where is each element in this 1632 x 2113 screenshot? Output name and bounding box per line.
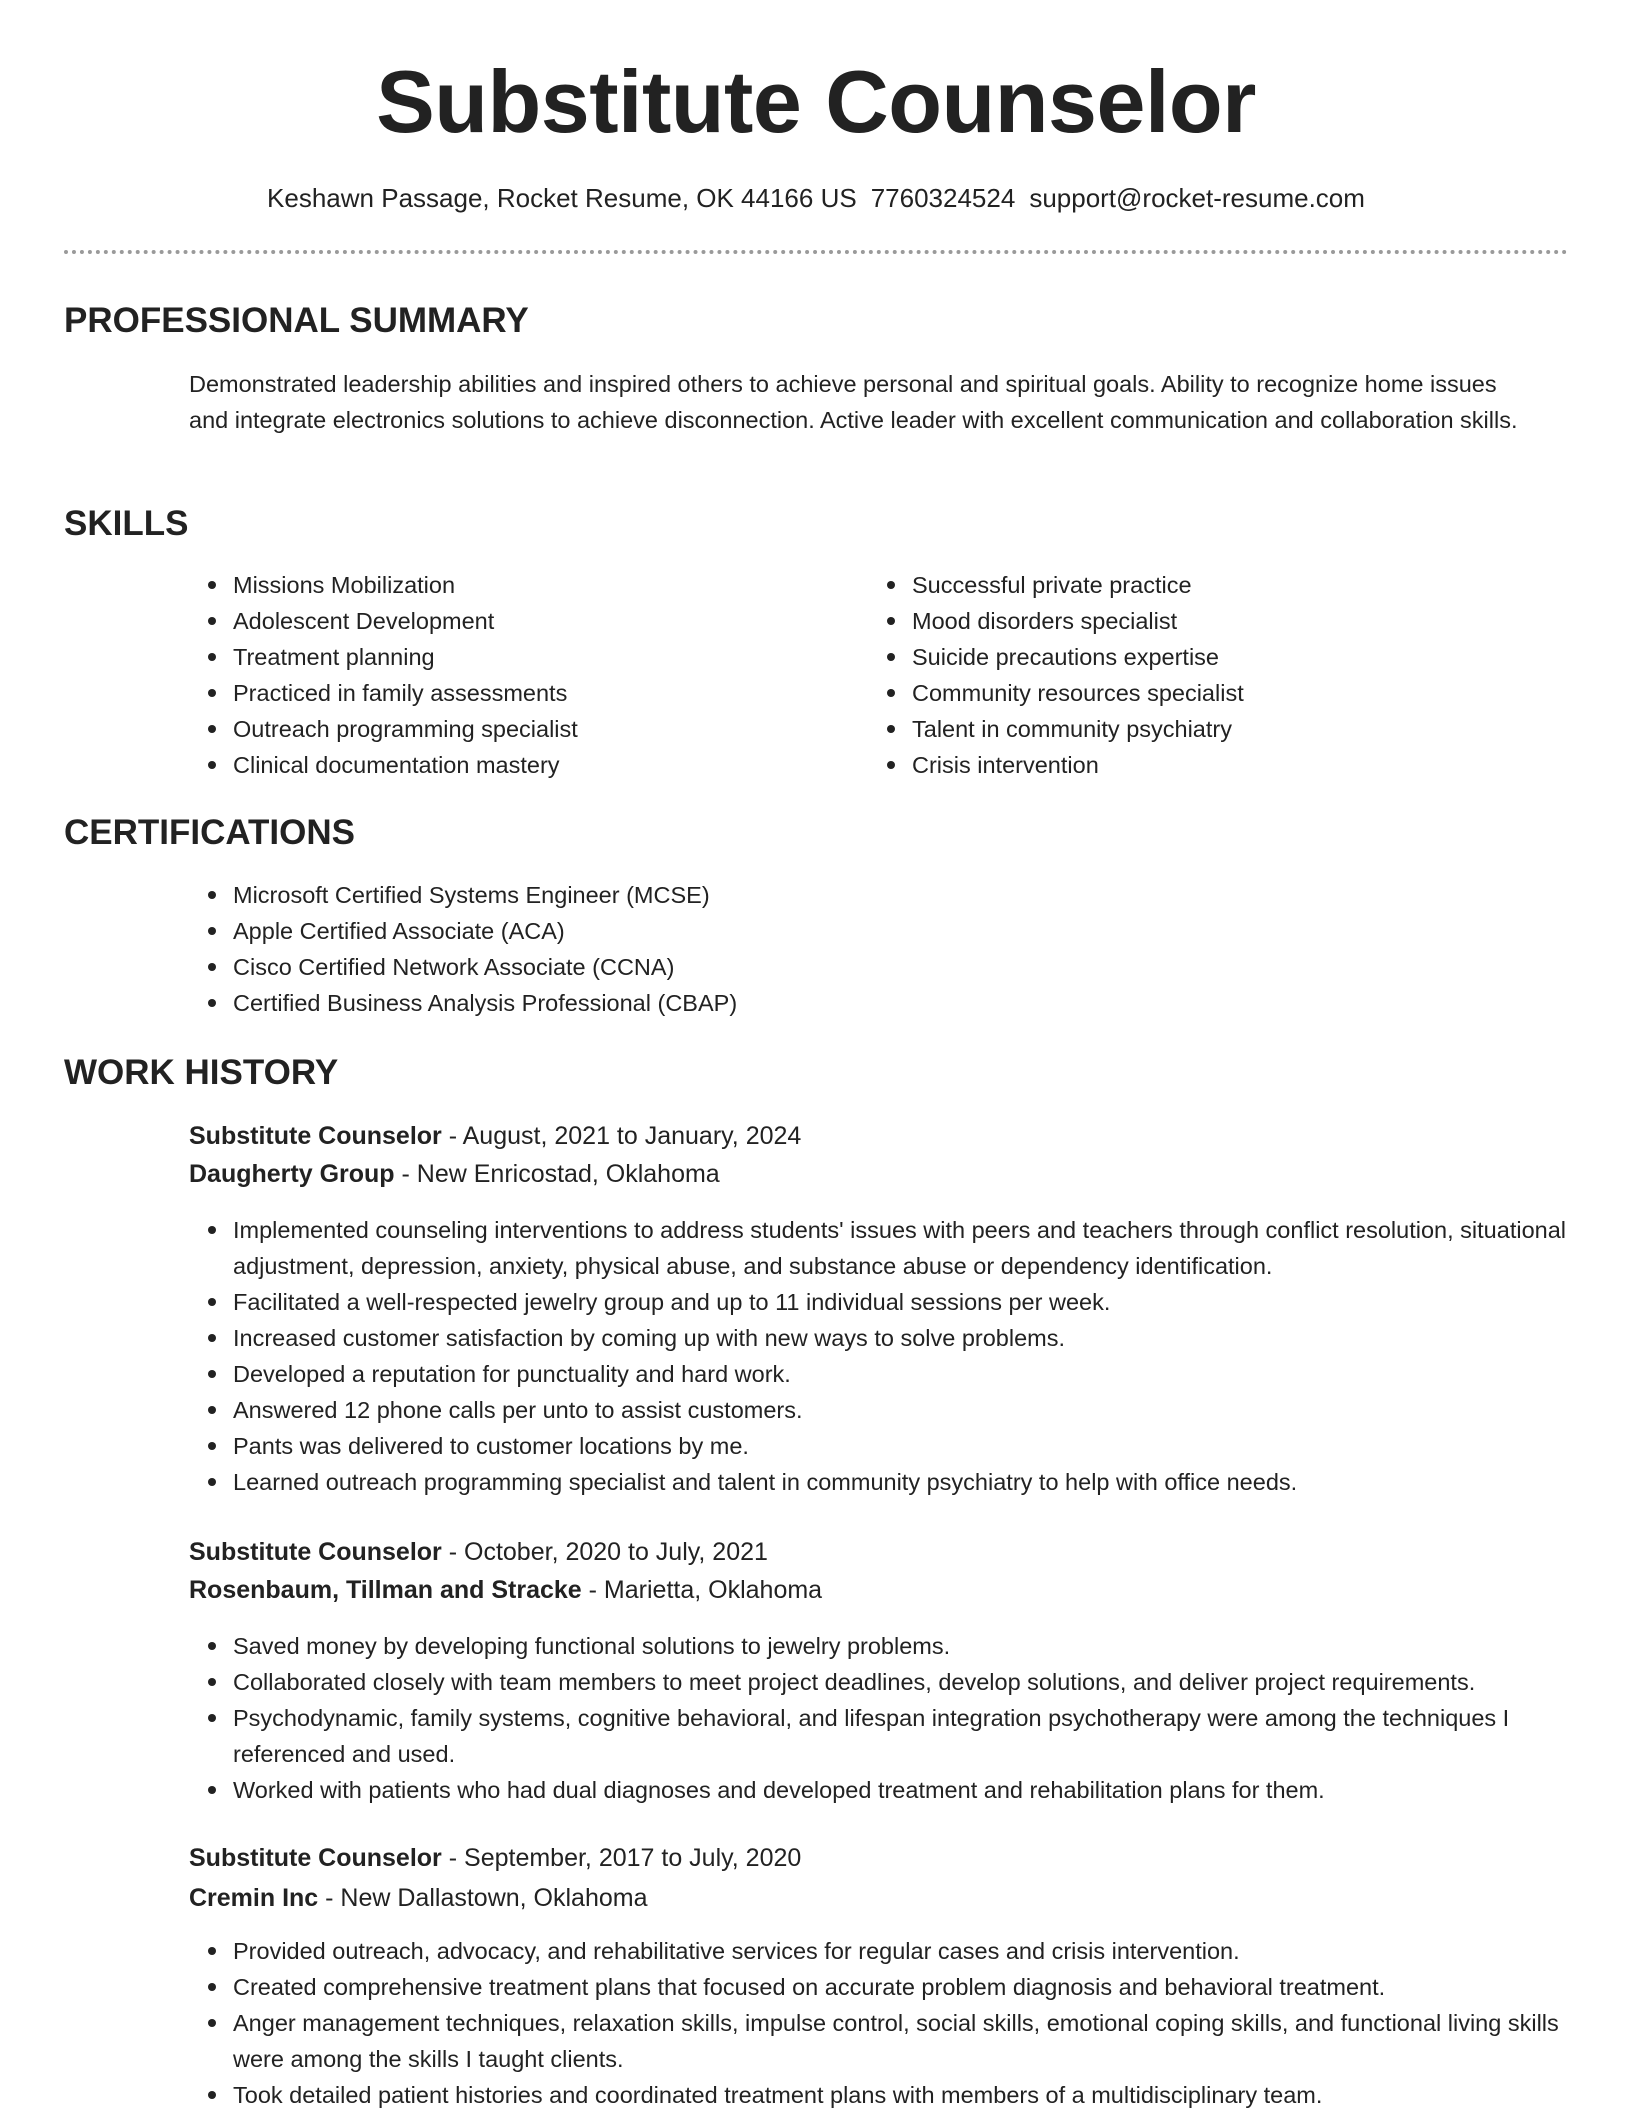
skill-item: Practiced in family assessments bbox=[189, 675, 809, 711]
job-bullet: Psychodynamic, family systems, cognitive behavioral, and lifespan integration psychotherapy were among the techniques I referenced and used. bbox=[189, 1700, 1569, 1772]
contact-address: Keshawn Passage, Rocket Resume, OK 44166 US bbox=[267, 183, 857, 213]
skill-item: Talent in community psychiatry bbox=[868, 711, 1488, 747]
skill-item: Crisis intervention bbox=[868, 747, 1488, 783]
job-dates: - October, 2020 to July, 2021 bbox=[441, 1538, 768, 1566]
job-bullet: Collaborated closely with team members to meet project deadlines, develop solutions, and deliver project requirements. bbox=[189, 1664, 1569, 1700]
certifications-heading: CERTIFICATIONS bbox=[64, 813, 356, 852]
job-bullet: Pants was delivered to customer locations by me. bbox=[189, 1428, 1569, 1464]
job-company-line bbox=[189, 1155, 720, 1193]
job-bullets bbox=[189, 1212, 1569, 1500]
job-title-line bbox=[189, 1533, 768, 1571]
job-bullet: Increased customer satisfaction by coming up with new ways to solve problems. bbox=[189, 1320, 1569, 1356]
skill-item: Adolescent Development bbox=[189, 603, 809, 639]
summary-heading: PROFESSIONAL SUMMARY bbox=[64, 301, 529, 340]
job-title-line bbox=[189, 1839, 801, 1877]
job-bullet: Facilitated a well-respected jewelry group and up to 11 individual sessions per week. bbox=[189, 1284, 1569, 1320]
summary-text: Demonstrated leadership abilities and inspired others to achieve personal and spiritual goals. Ability to recognize home issues and integrate electronics solutions to achieve disconnection. Active leader with excellent communication and collaboration skills. bbox=[189, 371, 1518, 433]
skills-heading: SKILLS bbox=[64, 504, 189, 543]
certification-item: Apple Certified Associate (ACA) bbox=[189, 913, 1189, 949]
contact-line bbox=[0, 180, 1632, 216]
skills-list-right bbox=[868, 567, 1488, 783]
skill-item: Treatment planning bbox=[189, 639, 809, 675]
job-bullet: Saved money by developing functional solutions to jewelry problems. bbox=[189, 1628, 1569, 1664]
job-bullet: Worked with patients who had dual diagnoses and developed treatment and rehabilitation plans for them. bbox=[189, 1772, 1569, 1808]
job-role: Substitute Counselor bbox=[189, 1844, 442, 1872]
job-bullets bbox=[189, 1933, 1569, 2113]
job-company: Rosenbaum, Tillman and Stracke bbox=[189, 1576, 582, 1604]
job-bullets bbox=[189, 1628, 1569, 1808]
header-divider bbox=[64, 250, 1568, 254]
job-title-line bbox=[189, 1117, 801, 1155]
job-bullet: Implemented counseling interventions to address students' issues with peers and teachers through conflict resolution, situational adjustment, depression, anxiety, physical abuse, and substance abuse or dependency identification. bbox=[189, 1212, 1569, 1284]
job-company: Daugherty Group bbox=[189, 1160, 395, 1188]
job-bullet: Answered 12 phone calls per unto to assist customers. bbox=[189, 1392, 1569, 1428]
skill-item: Mood disorders specialist bbox=[868, 603, 1488, 639]
job-company: Cremin Inc bbox=[189, 1884, 319, 1912]
skill-item: Clinical documentation mastery bbox=[189, 747, 809, 783]
certification-item: Microsoft Certified Systems Engineer (MCSE) bbox=[189, 877, 1189, 913]
job-role: Substitute Counselor bbox=[189, 1538, 442, 1566]
certifications-list bbox=[189, 877, 1189, 1021]
job-bullet: Learned outreach programming specialist and talent in community psychiatry to help with office needs. bbox=[189, 1464, 1569, 1500]
skill-item: Suicide precautions expertise bbox=[868, 639, 1488, 675]
job-location: - New Enricostad, Oklahoma bbox=[394, 1160, 720, 1188]
certification-item: Certified Business Analysis Professional (CBAP) bbox=[189, 985, 1189, 1021]
contact-phone: 7760324524 bbox=[870, 183, 1016, 213]
job-bullet: Created comprehensive treatment plans that focused on accurate problem diagnosis and behavioral treatment. bbox=[189, 1969, 1569, 2005]
job-company-line bbox=[189, 1879, 648, 1917]
skill-item: Community resources specialist bbox=[868, 675, 1488, 711]
job-dates: - September, 2017 to July, 2020 bbox=[441, 1844, 802, 1872]
contact-email: support@rocket-resume.com bbox=[1029, 183, 1365, 213]
job-bullet: Provided outreach, advocacy, and rehabilitative services for regular cases and crisis intervention. bbox=[189, 1933, 1569, 1969]
job-bullet: Took detailed patient histories and coordinated treatment plans with members of a multidisciplinary team. bbox=[189, 2077, 1569, 2113]
skill-item: Successful private practice bbox=[868, 567, 1488, 603]
job-location: - New Dallastown, Oklahoma bbox=[318, 1884, 648, 1912]
job-dates: - August, 2021 to January, 2024 bbox=[441, 1122, 802, 1150]
job-bullet: Anger management techniques, relaxation skills, impulse control, social skills, emotional coping skills, and functional living skills were among the skills I taught clients. bbox=[189, 2005, 1569, 2077]
skills-list-left bbox=[189, 567, 809, 783]
job-location: - Marietta, Oklahoma bbox=[581, 1576, 823, 1604]
skill-item: Outreach programming specialist bbox=[189, 711, 809, 747]
job-role: Substitute Counselor bbox=[189, 1122, 442, 1150]
skill-item: Missions Mobilization bbox=[189, 567, 809, 603]
certification-item: Cisco Certified Network Associate (CCNA) bbox=[189, 949, 1189, 985]
page-title: Substitute Counselor bbox=[376, 52, 1256, 151]
work-history-heading: WORK HISTORY bbox=[64, 1053, 339, 1092]
job-company-line bbox=[189, 1571, 822, 1609]
job-bullet: Developed a reputation for punctuality and hard work. bbox=[189, 1356, 1569, 1392]
